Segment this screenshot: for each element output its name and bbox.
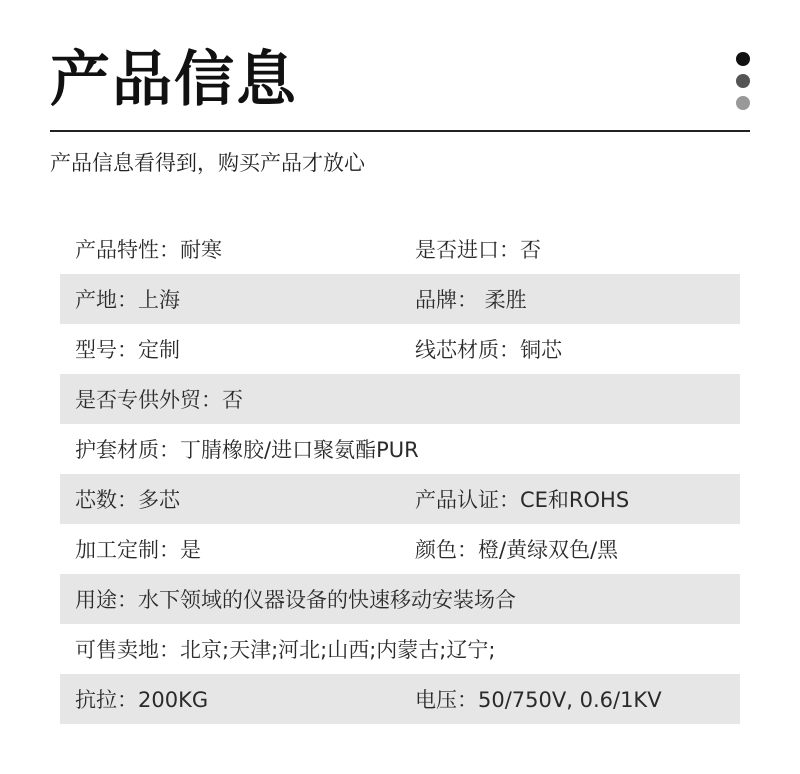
info-cell: 芯数：多芯	[75, 488, 180, 512]
table-row	[60, 524, 740, 574]
info-cell: 产地：上海	[75, 288, 180, 312]
info-cell: 产品认证：CE和ROHS	[415, 488, 630, 512]
page-subtitle: 产品信息看得到，购买产品才放心	[50, 151, 365, 175]
table-row	[60, 474, 740, 524]
dots-menu-icon	[736, 52, 750, 118]
table-row	[60, 224, 740, 274]
dot-icon	[736, 96, 750, 110]
dot-icon	[736, 74, 750, 88]
page-title: 产品信息	[50, 45, 298, 115]
table-row	[60, 424, 740, 474]
info-cell: 产品特性：耐寒	[75, 238, 222, 262]
info-cell: 电压：50/750V, 0.6/1KV	[415, 688, 662, 712]
info-cell: 用途：水下领域的仪器设备的快速移动安装场合	[75, 588, 516, 612]
info-cell: 护套材质：丁腈橡胶/进口聚氨酯PUR	[75, 438, 419, 462]
table-row	[60, 274, 740, 324]
table-row	[60, 624, 740, 674]
info-cell: 是否专供外贸：否	[75, 388, 243, 412]
table-row	[60, 674, 740, 724]
dot-icon	[736, 52, 750, 66]
info-cell: 加工定制：是	[75, 538, 201, 562]
header-divider	[50, 130, 750, 132]
table-row	[60, 324, 740, 374]
table-row	[60, 374, 740, 424]
info-cell: 颜色：橙/黄绿双色/黑	[415, 538, 619, 562]
info-cell: 抗拉：200KG	[75, 688, 209, 712]
info-cell: 线芯材质：铜芯	[415, 338, 562, 362]
table-row	[60, 574, 740, 624]
info-cell: 型号：定制	[75, 338, 180, 362]
info-cell: 品牌： 柔胜	[415, 288, 527, 312]
info-cell: 可售卖地：北京;天津;河北;山西;内蒙古;辽宁;	[75, 638, 496, 662]
info-cell: 是否进口：否	[415, 238, 541, 262]
product-info-table	[60, 224, 740, 724]
